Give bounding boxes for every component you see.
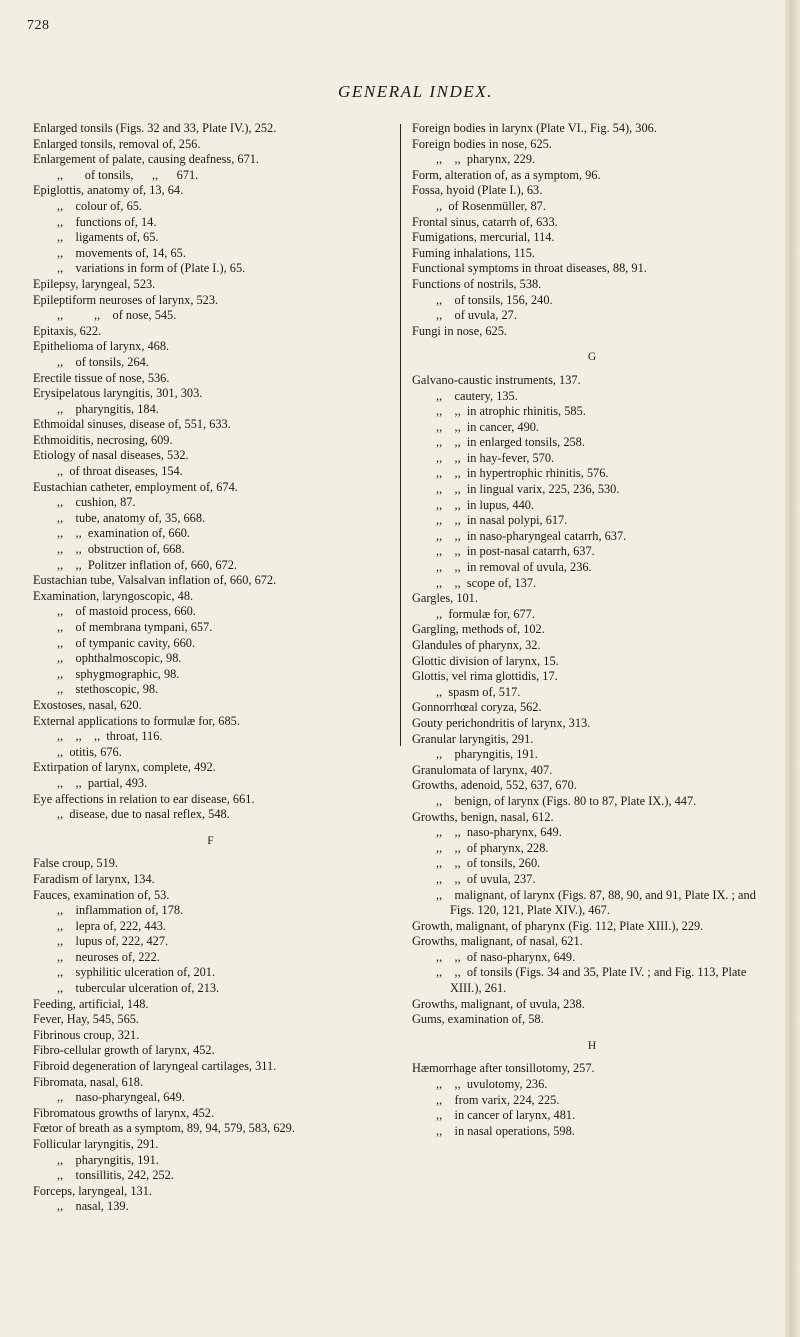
index-entry: ,, of uvula, 27. bbox=[436, 308, 517, 323]
index-entry: Extirpation of larynx, complete, 492. bbox=[33, 760, 216, 775]
index-entry: Epithelioma of larynx, 468. bbox=[33, 339, 170, 354]
index-entry: ,, lepra of, 222, 443. bbox=[57, 918, 167, 933]
index-entry: ,, ,, in removal of uvula, 236. bbox=[436, 560, 592, 575]
index-entry: ,, benign, of larynx (Figs. 80 to 87, Plate IX.), 447. bbox=[436, 793, 697, 808]
index-entry: Fungi in nose, 625. bbox=[412, 323, 507, 338]
index-entry: ,, ,, of naso-pharynx, 649. bbox=[436, 949, 576, 964]
index-entry: ,, tube, anatomy of, 35, 668. bbox=[57, 510, 206, 525]
index-entry: Eye affections in relation to ear disease, 661. bbox=[33, 791, 255, 806]
index-entry: ,, from varix, 224, 225. bbox=[436, 1092, 560, 1107]
page-number: 728 bbox=[27, 18, 50, 33]
index-entry: Galvano-caustic instruments, 137. bbox=[412, 372, 581, 387]
index-entry: ,, functions of, 14. bbox=[57, 214, 157, 229]
index-entry: Foreign bodies in nose, 625. bbox=[412, 136, 552, 151]
section-letter: H bbox=[587, 1039, 597, 1052]
index-entry: ,, colour of, 65. bbox=[57, 198, 143, 213]
index-entry: Exostoses, nasal, 620. bbox=[33, 697, 142, 712]
index-entry: ,, in cancer of larynx, 481. bbox=[436, 1108, 576, 1123]
index-entry: Feeding, artificial, 148. bbox=[33, 996, 149, 1011]
index-entry: ,, ,, of nose, 545. bbox=[57, 308, 177, 323]
index-entry: ,, cushion, 87. bbox=[57, 495, 136, 510]
index-entry: Granular laryngitis, 291. bbox=[412, 731, 534, 746]
index-entry: ,, of tonsils, 264. bbox=[57, 354, 149, 369]
index-entry: ,, ,, of tonsils, 260. bbox=[436, 856, 541, 871]
index-entry: Eustachian catheter, employment of, 674. bbox=[33, 479, 238, 494]
index-entry: ,, disease, due to nasal reflex, 548. bbox=[57, 807, 230, 822]
index-entry: Etiology of nasal diseases, 532. bbox=[33, 448, 189, 463]
index-entry: Erysipelatous laryngitis, 301, 303. bbox=[33, 386, 203, 401]
index-entry: Fibro-cellular growth of larynx, 452. bbox=[33, 1043, 215, 1058]
index-entry: ,, ligaments of, 65. bbox=[57, 230, 159, 245]
index-entry: Examination, laryngoscopic, 48. bbox=[33, 588, 194, 603]
index-entry: ,, of tonsils, 156, 240. bbox=[436, 292, 553, 307]
index-entry: Ethmoiditis, necrosing, 609. bbox=[33, 432, 173, 447]
index-entry: Functions of nostrils, 538. bbox=[412, 276, 542, 291]
index-entry: ,, ,, in naso-pharyngeal catarrh, 637. bbox=[436, 528, 627, 543]
index-entry: ,, pharyngitis, 191. bbox=[57, 1152, 159, 1167]
index-entry: Growth, malignant, of pharynx (Fig. 112, Plate XIII.), 229. bbox=[412, 918, 704, 933]
index-entry: ,, malignant, of larynx (Figs. 87, 88, 90, and 91, Plate IX. ; and Figs. 120, 121, Plate XIV.), 467. bbox=[436, 887, 759, 918]
index-entry: ,, of throat diseases, 154. bbox=[57, 464, 183, 479]
index-entry: Faradism of larynx, 134. bbox=[33, 871, 155, 886]
index-entry: Enlargement of palate, causing deafness, 671. bbox=[33, 152, 259, 167]
index-entry: ,, ,, naso-pharynx, 649. bbox=[436, 825, 562, 840]
index-entry: ,, variations in form of (Plate I.), 65. bbox=[57, 261, 246, 276]
index-entry: External applications to formulæ for, 685. bbox=[33, 713, 240, 728]
index-entry: ,, ,, in lingual varix, 225, 236, 530. bbox=[436, 482, 620, 497]
section-letter: G bbox=[587, 351, 597, 364]
index-entry: ,, ophthalmoscopic, 98. bbox=[57, 651, 182, 666]
index-entry: Growths, adenoid, 552, 637, 670. bbox=[412, 778, 577, 793]
index-entry: Glottis, vel rima glottidis, 17. bbox=[412, 669, 558, 684]
index-entry: Epiglottis, anatomy of, 13, 64. bbox=[33, 183, 184, 198]
index-entry: Fever, Hay, 545, 565. bbox=[33, 1012, 140, 1027]
index-column-left bbox=[33, 121, 388, 1215]
index-entry: Gargles, 101. bbox=[412, 591, 478, 606]
column-divider bbox=[400, 124, 401, 746]
index-entry: Growths, malignant, of uvula, 238. bbox=[412, 996, 585, 1011]
index-entry: ,, ,, scope of, 137. bbox=[436, 575, 537, 590]
index-entry: ,, ,, examination of, 660. bbox=[57, 526, 191, 541]
index-column-right bbox=[412, 121, 772, 1139]
index-entry: ,, ,, in cancer, 490. bbox=[436, 419, 540, 434]
running-head: GENERAL INDEX. bbox=[338, 82, 494, 101]
index-entry: ,, ,, obstruction of, 668. bbox=[57, 542, 185, 557]
index-entry: ,, cautery, 135. bbox=[436, 388, 518, 403]
index-entry: Growths, benign, nasal, 612. bbox=[412, 809, 554, 824]
page-edge bbox=[785, 0, 800, 1337]
index-entry: Functional symptoms in throat diseases, 88, 91. bbox=[412, 261, 647, 276]
index-entry: ,, otitis, 676. bbox=[57, 744, 122, 759]
index-entry: ,, ,, of tonsils (Figs. 34 and 35, Plate IV. ; and Fig. 113, Plate XIII.), 261. bbox=[436, 965, 750, 996]
index-entry: ,, ,, uvulotomy, 236. bbox=[436, 1077, 548, 1092]
section-letter: F bbox=[207, 834, 214, 847]
index-entry: ,, of tympanic cavity, 660. bbox=[57, 635, 196, 650]
index-entry: ,, ,, in nasal polypi, 617. bbox=[436, 513, 568, 528]
index-entry: Fibrinous croup, 321. bbox=[33, 1027, 140, 1042]
index-entry: Gargling, methods of, 102. bbox=[412, 622, 545, 637]
index-entry: Fœtor of breath as a symptom, 89, 94, 579, 583, 629. bbox=[33, 1121, 295, 1136]
index-entry: Gouty perichondritis of larynx, 313. bbox=[412, 715, 591, 730]
index-entry: ,, ,, in hay-fever, 570. bbox=[436, 450, 555, 465]
index-entry: ,, pharyngitis, 191. bbox=[436, 747, 538, 762]
index-entry: ,, nasal, 139. bbox=[57, 1199, 129, 1214]
index-entry: ,, tonsillitis, 242, 252. bbox=[57, 1168, 174, 1183]
index-entry: Epitaxis, 622. bbox=[33, 323, 102, 338]
index-entry: ,, spasm of, 517. bbox=[436, 684, 521, 699]
index-entry: Gonnorrhœal coryza, 562. bbox=[412, 700, 542, 715]
index-entry: ,, lupus of, 222, 427. bbox=[57, 934, 169, 949]
index-entry: ,, of Rosenmüller, 87. bbox=[436, 198, 546, 213]
index-entry: ,, ,, of pharynx, 228. bbox=[436, 840, 549, 855]
index-entry: Frontal sinus, catarrh of, 633. bbox=[412, 214, 558, 229]
index-entry: Erectile tissue of nose, 536. bbox=[33, 370, 170, 385]
index-entry: ,, ,, in enlarged tonsils, 258. bbox=[436, 435, 585, 450]
index-entry: Fauces, examination of, 53. bbox=[33, 887, 170, 902]
index-entry: ,, syphilitic ulceration of, 201. bbox=[57, 965, 216, 980]
index-entry: ,, movements of, 14, 65. bbox=[57, 245, 186, 260]
index-entry: Fumigations, mercurial, 114. bbox=[412, 230, 555, 245]
index-entry: ,, ,, in post-nasal catarrh, 637. bbox=[436, 544, 595, 559]
index-entry: ,, ,, Politzer inflation of, 660, 672. bbox=[57, 557, 237, 572]
index-entry: Granulomata of larynx, 407. bbox=[412, 762, 553, 777]
index-entry: Enlarged tonsils, removal of, 256. bbox=[33, 136, 201, 151]
index-entry: Ethmoidal sinuses, disease of, 551, 633. bbox=[33, 417, 231, 432]
index-entry: ,, ,, in atrophic rhinitis, 585. bbox=[436, 404, 586, 419]
index-entry: ,, ,, in hypertrophic rhinitis, 576. bbox=[436, 466, 609, 481]
index-entry: Epileptiform neuroses of larynx, 523. bbox=[33, 292, 219, 307]
index-entry: Forceps, laryngeal, 131. bbox=[33, 1183, 152, 1198]
index-entry: ,, inflammation of, 178. bbox=[57, 903, 184, 918]
index-entry: ,, ,, partial, 493. bbox=[57, 775, 148, 790]
index-entry: ,, of membrana tympani, 657. bbox=[57, 620, 213, 634]
index-entry: ,, ,, ,, throat, 116. bbox=[57, 729, 163, 744]
index-entry: ,, formulæ for, 677. bbox=[436, 606, 535, 621]
index-entry: Enlarged tonsils (Figs. 32 and 33, Plate IV.), 252. bbox=[33, 121, 277, 135]
index-entry: ,, sphygmographic, 98. bbox=[57, 666, 180, 681]
index-entry: Fuming inhalations, 115. bbox=[412, 245, 535, 260]
index-entry: Growths, malignant, of nasal, 621. bbox=[412, 934, 583, 949]
index-entry: Form, alteration of, as a symptom, 96. bbox=[412, 167, 601, 182]
index-entry: ,, ,, in lupus, 440. bbox=[436, 497, 535, 512]
index-entry: Gums, examination of, 58. bbox=[412, 1012, 544, 1027]
index-entry: Glottic division of larynx, 15. bbox=[412, 653, 559, 668]
index-entry: Fibromata, nasal, 618. bbox=[33, 1074, 144, 1089]
index-entry: Eustachian tube, Valsalvan inflation of, 660, 672. bbox=[33, 573, 277, 588]
index-entry: Fibromatous growths of larynx, 452. bbox=[33, 1105, 215, 1120]
index-entry: Foreign bodies in larynx (Plate VI., Fig. 54), 306. bbox=[412, 121, 657, 135]
index-entry: ,, pharyngitis, 184. bbox=[57, 401, 159, 416]
index-entry: ,, in nasal operations, 598. bbox=[436, 1123, 575, 1138]
index-entry: Glandules of pharynx, 32. bbox=[412, 638, 541, 652]
index-entry: Epilepsy, laryngeal, 523. bbox=[33, 276, 156, 291]
index-entry: ,, neuroses of, 222. bbox=[57, 949, 160, 964]
index-entry: ,, ,, pharynx, 229. bbox=[436, 152, 536, 167]
index-entry: Fibroid degeneration of laryngeal cartilages, 311. bbox=[33, 1059, 277, 1074]
index-entry: Follicular laryngitis, 291. bbox=[33, 1137, 159, 1151]
index-entry: ,, tubercular ulceration of, 213. bbox=[57, 981, 220, 996]
index-entry: Hæmorrhage after tonsillotomy, 257. bbox=[412, 1061, 595, 1076]
index-entry: ,, naso-pharyngeal, 649. bbox=[57, 1090, 185, 1105]
index-entry: ,, of tonsils, ,, 671. bbox=[57, 167, 199, 182]
index-entry: ,, of mastoid process, 660. bbox=[57, 604, 196, 619]
index-entry: Fossa, hyoid (Plate I.), 63. bbox=[412, 183, 543, 198]
index-entry: ,, ,, of uvula, 237. bbox=[436, 871, 536, 886]
index-entry: False croup, 519. bbox=[33, 856, 119, 871]
index-entry: ,, stethoscopic, 98. bbox=[57, 682, 159, 697]
